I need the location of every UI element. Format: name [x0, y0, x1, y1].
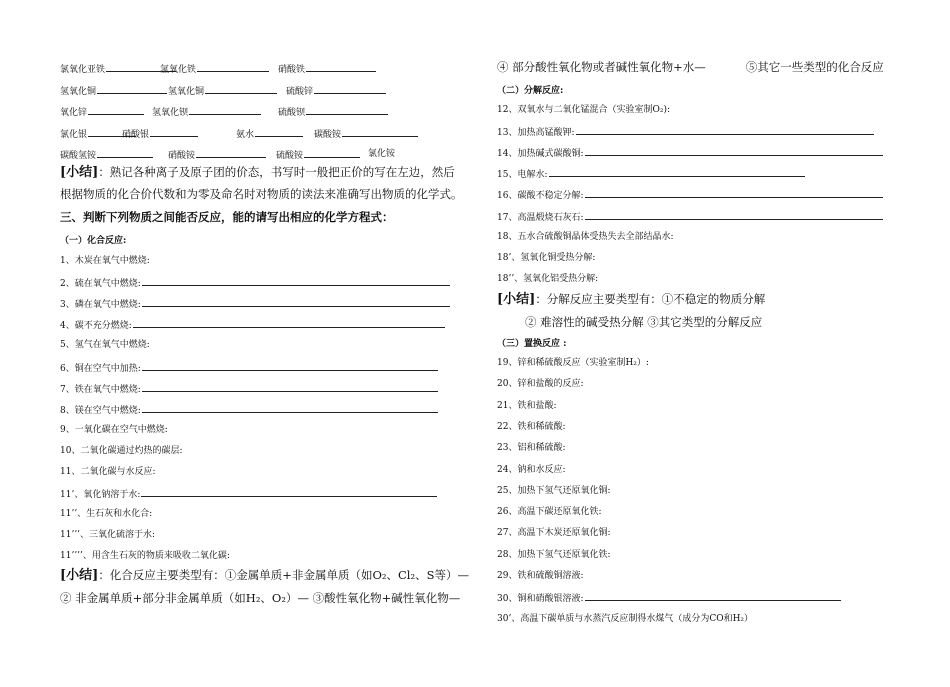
- subsection-title: （一）化合反应:: [60, 236, 127, 246]
- reaction-prompt: 15、电解水:: [497, 170, 548, 181]
- reaction-prompt: 11’’、生石灰和水化合:: [60, 509, 153, 520]
- compound-types-cont: [497, 60, 884, 74]
- reaction-prompt: 18’、氢氧化铜受热分解:: [497, 252, 596, 263]
- compound-name: 硫酸铵: [276, 151, 304, 161]
- summary-2: [60, 568, 469, 583]
- reaction-item: [497, 400, 557, 412]
- reaction-item: [60, 529, 155, 541]
- reaction-item: [497, 146, 884, 160]
- reaction-prompt: 26、高温下碳还原氧化铁:: [497, 507, 602, 518]
- reaction-item: [60, 361, 439, 375]
- reaction-prompt: 14、加热碱式碳酸铜:: [497, 149, 584, 160]
- reaction-item: [497, 188, 884, 202]
- reaction-prompt: 27、高温下木炭还原氧化铜:: [497, 528, 611, 539]
- reaction-prompt: 6、铜在空气中加热:: [60, 363, 141, 374]
- compound-name: 硝酸铁: [278, 65, 306, 75]
- answer-line[interactable]: [142, 297, 450, 307]
- section-title: 三、判断下列物质之间能否反应，能的请写出相应的化学方程式：: [60, 210, 394, 224]
- compound-name: 氢氧化铁: [160, 65, 197, 75]
- reaction-prompt: 8、镁在空气中燃烧:: [60, 405, 141, 416]
- formula-blank-item[interactable]: [168, 84, 278, 98]
- type-4: ④ 部分酸性氧化物或者碱性氧化物+水—: [497, 60, 706, 74]
- reaction-prompt: 23、铝和稀硫酸:: [497, 443, 566, 454]
- answer-blank[interactable]: [189, 105, 261, 115]
- reaction-prompt: 1、木炭在氧气中燃烧:: [60, 256, 150, 266]
- reaction-item: [60, 382, 439, 396]
- formula-blank-item[interactable]: [60, 105, 145, 119]
- reaction-prompt: 20、锌和盐酸的反应:: [497, 379, 584, 390]
- formula-blank-item[interactable]: [276, 148, 361, 162]
- summary-3-cont: ② 难溶性的碱受热分解 ③其它类型的分解反应: [525, 315, 763, 329]
- reaction-prompt: 21、铁和盐酸:: [497, 400, 557, 411]
- reaction-item: [497, 464, 566, 476]
- summary-2-cont: ② 非金属单质+部分非金属单质（如H₂、O₂）— ③酸性氧化物+碱性氧化物—: [60, 591, 461, 605]
- formula-blank-item[interactable]: [278, 62, 377, 76]
- reaction-item: [60, 550, 230, 562]
- answer-line[interactable]: [576, 125, 874, 135]
- reaction-prompt: 30、铜和硝酸银溶液:: [497, 594, 584, 605]
- answer-line[interactable]: [142, 382, 438, 392]
- reaction-prompt: 16、碳酸不稳定分解:: [497, 191, 584, 202]
- reaction-prompt: 28、加热下氢气还原氧化铁:: [497, 549, 611, 560]
- summary-1: [60, 165, 455, 180]
- compound-name: 氨水: [236, 130, 255, 140]
- reaction-item: [60, 403, 439, 417]
- compound-name: 氯氧化亚铁: [60, 65, 106, 75]
- compound-name: 硫酸钡: [278, 108, 306, 118]
- answer-blank[interactable]: [88, 105, 144, 115]
- subsection-title: （三）置换反应 :: [497, 339, 567, 349]
- reaction-item: [497, 549, 611, 561]
- compound-name: 碳酸铵: [314, 130, 342, 140]
- reaction-prompt: 11、二氧化碳与水反应:: [60, 467, 156, 477]
- compound-name: 氢氧化铜: [168, 87, 205, 97]
- reaction-prompt: 11’、氧化钠溶于水:: [60, 490, 141, 501]
- formula-blank-item[interactable]: [368, 148, 395, 160]
- compound-name: 氧化锌: [60, 108, 88, 118]
- formula-blank-item[interactable]: [60, 148, 154, 162]
- answer-blank[interactable]: [314, 84, 386, 94]
- reaction-item: [60, 339, 150, 351]
- answer-blank[interactable]: [255, 127, 303, 137]
- compound-name: 氯化银: [60, 130, 88, 140]
- reaction-item: [497, 167, 806, 181]
- reaction-item: [60, 255, 150, 267]
- summary-text: ：分解反应主要类型有：①不稳定的物质分解: [535, 292, 766, 306]
- summary-label: [小结]: [60, 568, 99, 583]
- compound-name: 碳酸氢铵: [60, 151, 97, 161]
- reaction-item: [497, 591, 842, 605]
- answer-blank[interactable]: [306, 105, 388, 115]
- reaction-item: [60, 318, 446, 332]
- formula-blank-item[interactable]: [314, 127, 419, 141]
- answer-blank[interactable]: [150, 127, 198, 137]
- reaction-item: [497, 506, 602, 518]
- answer-line[interactable]: [585, 146, 883, 156]
- summary-text: ：熟记各种离子及原子团的价态，书写时一般把正价的写在左边，然后: [98, 165, 455, 179]
- reaction-prompt: 3、磷在氧气中燃烧:: [60, 300, 141, 311]
- reaction-item: [497, 421, 566, 433]
- formula-blank-item[interactable]: [122, 127, 199, 141]
- reaction-prompt: 11’’’’、用含生石灰的物质来吸收二氧化碳:: [60, 551, 230, 562]
- reaction-item: [60, 466, 156, 478]
- compound-name: 氢氧化铜: [60, 87, 97, 97]
- reaction-prompt: 18、五水合硫酸铜晶体受热失去全部结晶水:: [497, 231, 674, 242]
- compound-name: 氢氧化钡: [152, 108, 189, 118]
- reaction-prompt: 30’、高温下碳单质与水蒸汽反应制得水煤气（成分为CO和H₂）: [497, 613, 754, 624]
- formula-blank-item[interactable]: [278, 105, 389, 119]
- reaction-item: [497, 125, 875, 139]
- answer-line[interactable]: [142, 276, 450, 286]
- answer-blank[interactable]: [205, 84, 277, 94]
- answer-line[interactable]: [585, 591, 841, 601]
- reaction-prompt: 5、氢气在氧气中燃烧:: [60, 340, 150, 351]
- reaction-prompt: 25、加热下氢气还原氧化铜:: [497, 485, 611, 496]
- subsection-title: （二）分解反应:: [497, 86, 564, 96]
- reaction-prompt: 24、钠和水反应:: [497, 464, 566, 475]
- reaction-item: [60, 508, 152, 520]
- compound-name: 氯化铵: [368, 149, 396, 159]
- summary-1-cont: 根据物质的化合价代数和为零及命名时对物质的读法来准确写出物质的化学式。: [60, 187, 463, 201]
- reaction-prompt: 11’’’、三氧化硫溶于水:: [60, 530, 156, 541]
- reaction-item: [497, 273, 598, 285]
- type-5: ⑤其它一些类型的化合反应: [745, 60, 884, 74]
- reaction-prompt: 17、高温煅烧石灰石:: [497, 212, 584, 223]
- formula-blank-item[interactable]: [168, 148, 267, 162]
- reaction-prompt: 22、铁和稀硫酸:: [497, 421, 566, 432]
- answer-blank[interactable]: [197, 62, 269, 72]
- reaction-prompt: 7、铁在氧气中燃烧:: [60, 384, 141, 395]
- compound-name: 硝酸铵: [168, 151, 196, 161]
- formula-blank-item[interactable]: [60, 84, 168, 98]
- reaction-item: [497, 485, 611, 497]
- reaction-item: [60, 445, 183, 457]
- reaction-prompt: 13、加热高锰酸钾:: [497, 128, 575, 139]
- answer-line[interactable]: [142, 403, 438, 413]
- reaction-prompt: 29、铁和硫酸铜溶液:: [497, 571, 584, 581]
- reaction-prompt: 2、硫在氧气中燃烧:: [60, 279, 141, 290]
- reaction-item: [497, 570, 584, 582]
- summary-label: [小结]: [497, 292, 536, 307]
- reaction-item: [60, 297, 451, 311]
- reaction-prompt: 19、锌和稀硫酸反应（实验室制H₂）:: [497, 358, 649, 368]
- summary-label: [小结]: [60, 165, 99, 180]
- formula-blank-item[interactable]: [286, 84, 387, 98]
- compound-name: 硫酸锌: [286, 87, 314, 97]
- reaction-item: [497, 378, 584, 390]
- reaction-item: [497, 252, 595, 264]
- reaction-item: [60, 424, 168, 436]
- reaction-item: [497, 527, 611, 539]
- answer-blank[interactable]: [196, 148, 266, 158]
- answer-blank[interactable]: [306, 62, 376, 72]
- reaction-prompt: 10、二氧化碳通过灼热的碳层:: [60, 445, 183, 456]
- reaction-item: [497, 231, 674, 243]
- formula-blank-item[interactable]: [236, 127, 304, 141]
- reaction-item: [497, 210, 884, 224]
- reaction-item: [60, 487, 438, 501]
- reaction-prompt: 12、双氧水与二氧化锰混合（实验室制O₂):: [497, 105, 670, 115]
- formula-blank-item[interactable]: [152, 105, 262, 119]
- answer-line[interactable]: [133, 318, 445, 328]
- reaction-prompt: 4、碳不充分燃烧:: [60, 321, 132, 332]
- summary-3: [497, 292, 765, 307]
- answer-blank[interactable]: [97, 84, 167, 94]
- answer-line[interactable]: [141, 487, 437, 497]
- answer-line[interactable]: [585, 188, 883, 198]
- answer-blank[interactable]: [304, 148, 360, 158]
- answer-line[interactable]: [142, 361, 438, 371]
- answer-blank[interactable]: [342, 127, 418, 137]
- summary-text: ：化合反应主要类型有：①金属单质+非金属单质（如O₂、Cl₂、S等）—: [98, 568, 469, 582]
- reaction-item: [497, 613, 753, 625]
- answer-line[interactable]: [549, 167, 805, 177]
- reaction-prompt: 18’’、氢氧化铝受热分解:: [497, 273, 599, 284]
- reaction-item: [60, 276, 451, 290]
- compound-name: 硝酸银: [122, 130, 150, 140]
- reaction-item: [497, 104, 670, 116]
- answer-blank[interactable]: [97, 148, 153, 158]
- reaction-prompt: 9、一氧化碳在空气中燃烧:: [60, 424, 168, 435]
- reaction-item: [497, 357, 649, 369]
- formula-blank-item[interactable]: [160, 62, 270, 76]
- answer-line[interactable]: [585, 210, 883, 220]
- reaction-item: [497, 442, 566, 454]
